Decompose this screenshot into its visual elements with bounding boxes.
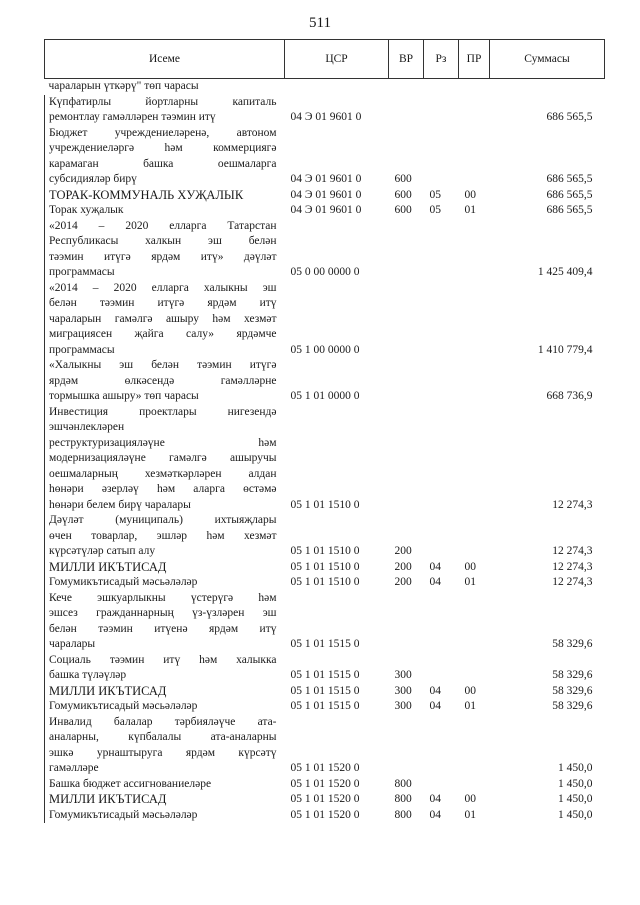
table-row: [45, 203, 605, 219]
table-row: [45, 777, 605, 793]
row-amount: 12 274,3: [552, 560, 593, 573]
row-rz: 04: [429, 684, 441, 697]
page-number: 511: [309, 15, 331, 31]
row-amount: 12 274,3: [552, 545, 593, 557]
row-pr: [459, 777, 490, 793]
row-csr: 04 Э 01 9601 0: [290, 111, 362, 123]
row-amount: 1 410 779,4: [537, 343, 593, 356]
row-name-line: ярдәм өлкәсендә гамәлләрне: [49, 374, 277, 387]
row-name-line: Бюджет учреждениеләренә, автоном: [49, 126, 277, 139]
row-name: [45, 358, 285, 405]
row-pr: [459, 281, 490, 359]
row-rz: [424, 219, 459, 281]
row-pr: [459, 591, 490, 653]
row-csr: 05 1 01 1510 0: [290, 498, 360, 511]
row-name-line: һөнәри белем бирү чаралары: [49, 498, 191, 511]
table-row: [45, 699, 605, 715]
row-pr: 00: [464, 560, 476, 573]
row-rz: [424, 79, 459, 95]
header-pr: ПР: [459, 40, 490, 79]
row-rz: [424, 281, 459, 359]
row-name: [45, 513, 285, 560]
row-csr: 05 1 01 1515 0: [290, 684, 360, 697]
row-amount: 1 425 409,4: [537, 266, 593, 278]
row-amount: 12 274,3: [552, 576, 593, 588]
row-csr: 05 1 01 1515 0: [290, 669, 360, 681]
row-amount: 58 329,6: [552, 700, 593, 712]
row-name: [45, 95, 285, 126]
row-vr: 800: [394, 793, 412, 805]
header-vr: ВР: [389, 40, 424, 79]
row-amount: 686 565,5: [546, 111, 593, 123]
row-name: [45, 684, 285, 700]
row-name-line: чараларын гамәлгә ашыру һәм хезмәт: [49, 312, 277, 325]
table-row: [45, 653, 605, 684]
row-rz: 04: [429, 793, 441, 805]
row-csr: 05 1 01 1510 0: [290, 545, 360, 557]
row-name-line: Күпфатирлы йортларны капиталь: [49, 95, 277, 108]
table-row: [45, 219, 605, 281]
row-rz: [424, 591, 459, 653]
table-header-row: [45, 40, 605, 79]
row-pr: [459, 358, 490, 405]
row-pr: [459, 715, 490, 777]
row-csr: 04 Э 01 9601 0: [290, 204, 362, 216]
header-csr: ЦСР: [285, 40, 389, 79]
row-csr: 05 1 01 0000 0: [290, 390, 360, 402]
row-csr: 04 Э 01 9601 0: [290, 173, 362, 185]
row-name-line: «2014 – 2020 елларга халыкны эш: [49, 281, 277, 294]
row-amount: 58 329,6: [552, 638, 593, 650]
row-rz: [424, 358, 459, 405]
row-name-line: Гомумикътисадый мәсьәләләр: [49, 808, 198, 821]
row-rz: [424, 513, 459, 560]
row-vr: [389, 358, 424, 405]
row-rz: 05: [429, 204, 441, 216]
row-name: [45, 560, 285, 576]
row-amount: 1 450,0: [558, 777, 593, 790]
row-name-line: программасы: [49, 266, 115, 278]
row-csr: [285, 79, 389, 95]
row-name: [45, 281, 285, 359]
row-name-line: субсидияләр бирү: [49, 173, 137, 185]
row-pr: [459, 513, 490, 560]
row-amount: 686 565,5: [546, 204, 593, 216]
row-rz: 05: [429, 188, 441, 201]
table-body: [45, 79, 605, 824]
row-name-line: МИЛЛИ ИКЪТИСАД: [49, 559, 167, 574]
row-name-line: аналарны, күпбалалы ата-аналарны: [49, 731, 277, 743]
table-row: [45, 95, 605, 126]
row-amount: 686 565,5: [546, 173, 593, 185]
row-csr: 05 1 01 1520 0: [290, 762, 360, 774]
row-name: [45, 203, 285, 219]
row-rz: [424, 653, 459, 684]
row-name-line: модернизацияләүне гамәлгә ашыручы: [49, 452, 277, 464]
row-vr: 600: [394, 204, 412, 216]
row-name-line: Кече эшкуарлыкны үстерүгә һәм: [49, 591, 277, 604]
row-name-line: эшкә урнаштыруга ярдәм күрсәтү: [49, 746, 277, 759]
table-row: [45, 513, 605, 560]
row-name-line: программасы: [49, 343, 115, 356]
row-rz: 04: [429, 576, 441, 588]
table-row: [45, 792, 605, 808]
row-pr: 00: [464, 793, 476, 805]
row-name-line: өчен товарлар, эшләр һәм хезмәт: [49, 529, 277, 542]
row-rz: 04: [429, 700, 441, 712]
row-name: [45, 808, 285, 824]
row-name-line: Торак хуҗалык: [49, 204, 124, 216]
row-vr: 600: [394, 173, 412, 185]
table-row: [45, 281, 605, 359]
row-name-line: тәэмин итүгә ярдәм итү» дәүләт: [49, 250, 277, 263]
row-name-line: реструктуризацияләүне һәм: [49, 436, 277, 449]
row-name-line: карамаган башка оешмаларга: [49, 157, 277, 170]
row-rz: [424, 95, 459, 126]
row-name-line: тормышка ашыру» төп чарасы: [49, 390, 199, 402]
table-row: [45, 715, 605, 777]
row-pr: 01: [464, 700, 476, 712]
row-vr: 300: [394, 700, 412, 712]
row-csr: 05 1 01 1520 0: [290, 777, 360, 790]
table-row: [45, 575, 605, 591]
table-row: [45, 358, 605, 405]
row-csr: 05 1 01 1520 0: [290, 793, 360, 805]
row-pr: 00: [464, 684, 476, 697]
row-name-line: башка түләүләр: [49, 669, 127, 681]
row-vr: 200: [394, 576, 412, 588]
row-name-line: гамәлләре: [49, 762, 99, 774]
header-name: Исеме: [45, 40, 285, 79]
row-name-line: чараларын үткәрү" төп чарасы: [48, 80, 199, 92]
row-vr: [389, 591, 424, 653]
row-rz: [424, 126, 459, 188]
row-rz: 04: [429, 808, 441, 821]
row-pr: 01: [464, 808, 476, 821]
row-amount: 686 565,5: [546, 188, 593, 201]
row-name-line: эшсез гражданнарның үз-үзләрен эш: [49, 607, 277, 619]
row-csr: 05 1 01 1510 0: [290, 560, 360, 573]
table-row: [45, 188, 605, 204]
row-name-line: ТОРАК-КОММУНАЛЬ ХУҖАЛЫК: [49, 187, 244, 202]
row-name-line: Социаль тәэмин итү һәм халыкка: [49, 653, 277, 666]
row-name-line: ремонтлау гамәлләрен тәэмин итү: [49, 111, 216, 123]
row-name-line: белән тәэмин итүенә ярдәм итү: [49, 622, 277, 635]
table-row: [45, 808, 605, 824]
budget-table: [44, 39, 605, 823]
row-name: [45, 79, 285, 95]
row-vr: 800: [394, 777, 412, 790]
row-csr: 05 1 01 1510 0: [290, 576, 360, 588]
row-amount: 12 274,3: [552, 498, 593, 511]
row-amount: [490, 79, 605, 95]
row-name-line: Башка бюджет ассигнованиеләре: [49, 777, 212, 790]
table-row: [45, 591, 605, 653]
row-pr: [459, 405, 490, 514]
row-name: [45, 405, 285, 514]
row-name-line: Гомумикътисадый мәсьәләләр: [49, 576, 198, 588]
row-name: [45, 591, 285, 653]
table-row: [45, 405, 605, 514]
row-csr: 05 0 00 0000 0: [290, 266, 360, 278]
table-row: [45, 79, 605, 95]
header-amount: Суммасы: [490, 40, 605, 79]
row-name: [45, 792, 285, 808]
table-row: [45, 560, 605, 576]
row-pr: [459, 95, 490, 126]
header-rz: Рз: [424, 40, 459, 79]
row-name-line: оешмаларның хезмәткәрләрен алдан: [49, 467, 277, 480]
row-csr: 05 1 01 1515 0: [290, 700, 360, 712]
row-rz: [424, 777, 459, 793]
row-amount: 58 329,6: [552, 684, 593, 697]
row-vr: 800: [394, 808, 412, 821]
row-vr: 300: [394, 684, 412, 697]
row-name: [45, 219, 285, 281]
row-name-line: Инвестиция проектлары нигезендә: [49, 405, 277, 418]
row-vr: [389, 405, 424, 514]
row-name-line: «Халыкны эш белән тәэмин итүгә: [49, 359, 277, 371]
row-rz: [424, 715, 459, 777]
row-pr: [459, 126, 490, 188]
row-pr: 01: [464, 576, 476, 588]
row-name: [45, 188, 285, 204]
row-name: [45, 575, 285, 591]
row-vr: 300: [394, 669, 412, 681]
row-name: [45, 653, 285, 684]
table-row: [45, 126, 605, 188]
row-name-line: чаралары: [49, 638, 96, 650]
row-csr: 05 1 01 1515 0: [290, 638, 360, 650]
row-vr: [389, 95, 424, 126]
row-vr: [389, 219, 424, 281]
row-name-line: күрсәтүләр сатып алу: [49, 545, 156, 557]
row-name-line: һөнәри әзерләү һәм аларга өстәмә: [49, 483, 277, 495]
row-vr: [389, 79, 424, 95]
row-name: [45, 699, 285, 715]
row-name: [45, 777, 285, 793]
row-vr: 600: [394, 188, 412, 201]
row-csr: 04 Э 01 9601 0: [290, 188, 362, 201]
row-name-line: Гомумикътисадый мәсьәләләр: [49, 700, 198, 712]
row-pr: [459, 79, 490, 95]
row-name-line: МИЛЛИ ИКЪТИСАД: [49, 792, 167, 806]
row-name-line: миграциясен җайга салу» ярдәмче: [49, 328, 277, 340]
row-name-line: Дәүләт (муниципаль) ихтыяҗлары: [49, 514, 277, 526]
row-vr: 200: [394, 545, 412, 557]
row-csr: 05 1 00 0000 0: [290, 343, 360, 356]
row-name-line: учреждениеләргә һәм коммерциягә: [49, 142, 277, 154]
row-name-line: Инвалид балалар тәрбияләүче ата-: [49, 715, 277, 728]
row-name-line: Республикасы халкын эш белән: [49, 235, 277, 247]
row-name-line: эшчәнлекләрен: [49, 421, 125, 433]
row-amount: 668 736,9: [546, 390, 593, 402]
row-name: [45, 715, 285, 777]
row-amount: 58 329,6: [552, 669, 593, 681]
row-amount: 1 450,0: [558, 808, 593, 821]
row-pr: 00: [464, 188, 476, 201]
row-amount: 1 450,0: [558, 762, 593, 774]
row-name: [45, 126, 285, 188]
row-name-line: МИЛЛИ ИКЪТИСАД: [49, 683, 167, 698]
row-vr: 200: [394, 560, 412, 573]
row-csr: 05 1 01 1520 0: [290, 808, 360, 821]
row-vr: [389, 281, 424, 359]
row-amount: 1 450,0: [558, 793, 593, 805]
table-row: [45, 684, 605, 700]
row-pr: 01: [464, 204, 476, 216]
row-pr: [459, 219, 490, 281]
row-pr: [459, 653, 490, 684]
row-name-line: «2014 – 2020 елларга Татарстан: [49, 219, 277, 232]
row-rz: 04: [429, 560, 441, 573]
row-name-line: белән тәэмин итүгә ярдәм итү: [49, 297, 277, 309]
row-vr: [389, 715, 424, 777]
row-rz: [424, 405, 459, 514]
